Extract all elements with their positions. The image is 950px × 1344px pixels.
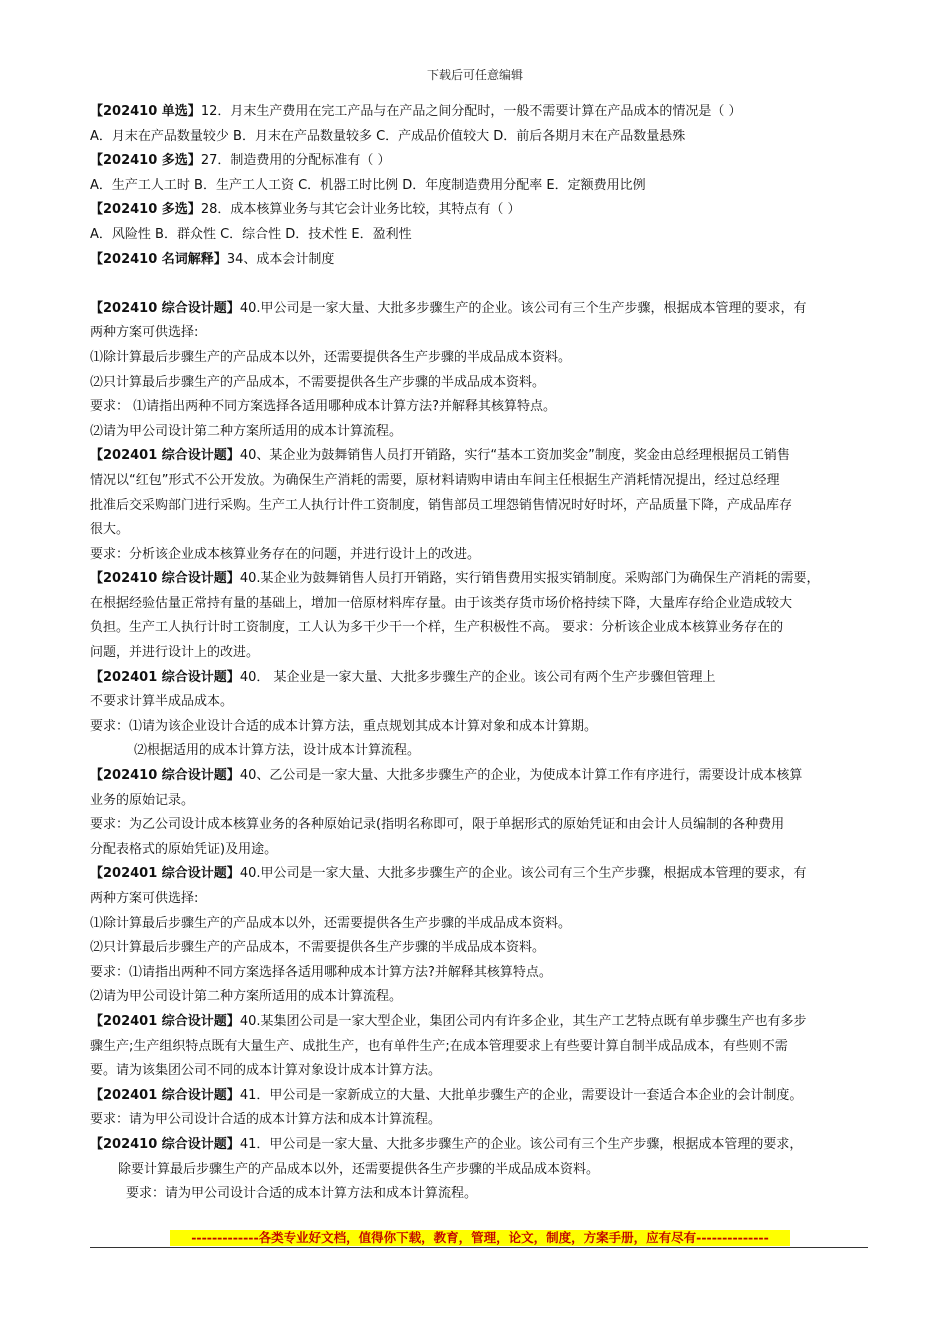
text-line [90,1010,875,1035]
text-line [90,395,875,420]
text-line [90,715,875,740]
line-text: 在根据经验估量正常持有量的基础上，增加一倍原材料库存量。由于该类存货市场价格持续下降，大量库存给企业造成较大 [90,595,793,611]
text-line [90,764,875,789]
line-text: 40.某集团公司是一家大型企业，集团公司内有许多企业，其生产工艺特点既有单步骤生产也有多步 [239,1013,807,1029]
text-line [90,420,875,445]
text-line [90,100,875,125]
text-line [90,198,875,223]
question-tag: 【202401 综合设计题】 [90,866,240,882]
question-tag: 【202401 综合设计题】 [90,448,240,464]
line-text: 12．月末生产费用在完工产品与在产品之间分配时，一般不需要计算在产品成本的情况是（ ） [200,104,742,119]
question-tag: 【202410 综合设计题】 [90,1136,240,1152]
text-line [90,936,875,961]
text-line [90,469,875,494]
line-text: ⑵请为甲公司设计第二种方案所适用的成本计算流程。 [90,989,403,1005]
text-line [90,125,875,150]
line-text: 要求：分析该企业成本核算业务存在的问题，并进行设计上的改进。 [90,546,481,562]
text-line [90,248,875,273]
line-text: 要求：请为甲公司设计合适的成本计算方法和成本计算流程。 [126,1186,478,1202]
line-text: 要求： ⑴请指出两种不同方案选择各适用哪种成本计算方法?并解释其核算特点。 [90,399,557,415]
line-text: 很大。 [90,522,130,538]
line-text: 批准后交采购部门进行采购。生产工人执行计件工资制度，销售部员工埋怨销售情况时好时坏，产品质量下降，产成品库存 [90,497,793,513]
line-text: 不要求计算半成品成本。 [90,694,234,710]
line-text: 40.某企业为鼓舞销售人员打开销路，实行销售费用实报实销制度。采购部门为确保生产消耗的需要， [239,571,820,587]
document-body [90,100,875,1207]
line-text: 情况以“红包”形式不公开发放。为确保生产消耗的需要，原材料请购申请由车间主任根据生产消耗情况提出，经过总经理 [90,472,780,488]
text-line [90,1059,875,1084]
question-tag: 【202410 名词解释】 [90,251,227,267]
text-line [90,739,875,764]
line-text: ⑵根据适用的成本计算方法，设计成本计算流程。 [134,743,421,759]
line-text: 分配表格式的原始凭证)及用途。 [90,841,278,857]
text-line [90,1182,875,1207]
text-line [90,1108,875,1133]
line-text: A．风险性 B．群众性 C．综合性 D．技术性 E．盈利性 [90,226,412,242]
text-line [90,690,875,715]
text-line [90,813,875,838]
line-text: ⑵请为甲公司设计第二种方案所适用的成本计算流程。 [90,423,403,439]
text-line [90,321,875,346]
text-line [90,887,875,912]
text-line [90,1035,875,1060]
text-line [90,1158,875,1183]
text-line [90,444,875,469]
text-line [90,912,875,937]
line-text: 40.甲公司是一家大量、大批多步骤生产的企业。该公司有三个生产步骤，根据成本管理的要求，有 [239,300,807,316]
line-text: 40.甲公司是一家大量、大批多步骤生产的企业。该公司有三个生产步骤，根据成本管理的要求，有 [239,866,807,882]
line-text: 除要计算最后步骤生产的产品成本以外，还需要提供各生产步骤的半成品成本资料。 [118,1161,600,1177]
footer-banner: -------------各类专业好文档，值得你下载，教育，管理，论文，制度，方案手册，应有尽有-------------- [170,1230,790,1246]
text-line [90,567,875,592]
line-text: 41．甲公司是一家新成立的大量、大批单步骤生产的企业，需要设计一套适合本企业的会计制度。 [239,1087,803,1103]
text-line [90,149,875,174]
text-line [90,985,875,1010]
text-line [90,543,875,568]
text-line [90,371,875,396]
text-line [90,174,875,199]
line-text: 负担。生产工人执行计时工资制度，工人认为多干少干一个样，生产积极性不高。 要求：分析该企业成本核算业务存在的 [90,620,784,636]
text-line [90,862,875,887]
text-line [90,641,875,666]
line-text: 问题，并进行设计上的改进。 [90,645,260,661]
question-tag: 【202410 单选】 [90,104,201,119]
line-text: 40、乙公司是一家大量、大批多步骤生产的企业，为使成本计算工作有序进行，需要设计成本核算 [239,768,803,784]
line-text: ⑴除计算最后步骤生产的产品成本以外，还需要提供各生产步骤的半成品成本资料。 [90,349,572,365]
question-tag: 【202401 综合设计题】 [90,1087,240,1103]
text-line [90,1133,875,1158]
question-tag: 【202410 综合设计题】 [90,768,240,784]
line-text: 业务的原始记录。 [90,792,195,808]
line-text: 要求：为乙公司设计成本核算业务的各种原始记录(指明名称即可，限于单据形式的原始凭证和由会计人员编制的各种费用 [90,817,785,833]
line-text: A．月末在产品数量较少 B．月末在产品数量较多 C．产成品价值较大 D．前后各期月末在产品数量悬殊 [90,128,686,144]
line-text: A．生产工人工时 B．生产工人工资 C．机器工时比例 D．年度制造费用分配率 E．定额费用比例 [90,177,646,193]
line-text: 34、成本会计制度 [226,251,335,267]
line-text: ⑵只计算最后步骤生产的产品成本，不需要提供各生产步骤的半成品成本资料。 [90,374,546,390]
text-line [90,838,875,863]
line-text: 40、某企业为鼓舞销售人员打开销路，实行“基本工资加奖金”制度，奖金由总经理根据员工销售 [239,448,790,464]
line-text: 两种方案可供选择: [90,325,199,341]
line-text: 骤生产;生产组织特点既有大量生产、成批生产，也有单件生产;在成本管理要求上有些要计算自制半成品成本，有些则不需 [90,1038,788,1054]
line-text: 28．成本核算业务与其它会计业务比较，其特点有（ ） [200,202,521,218]
question-tag: 【202410 综合设计题】 [90,571,240,587]
text-line [90,518,875,543]
question-tag: 【202401 综合设计题】 [90,669,240,685]
line-text: 41．甲公司是一家大量、大批多步骤生产的企业。该公司有三个生产步骤，根据成本管理的要求， [239,1136,803,1152]
text-line [90,223,875,248]
question-tag: 【202401 综合设计题】 [90,1013,240,1029]
text-line [90,297,875,322]
line-text: 两种方案可供选择: [90,891,199,906]
text-line [90,961,875,986]
text-line [90,666,875,691]
question-tag: 【202410 多选】 [90,202,201,218]
line-text: ⑴除计算最后步骤生产的产品成本以外，还需要提供各生产步骤的半成品成本资料。 [90,915,572,931]
line-text: 40． 某企业是一家大量、大批多步骤生产的企业。该公司有两个生产步骤但管理上 [239,669,716,685]
line-text: ⑵只计算最后步骤生产的产品成本，不需要提供各生产步骤的半成品成本资料。 [90,940,546,956]
text-line [90,494,875,519]
text-line [90,1084,875,1109]
text-line [90,789,875,814]
page-header: 下载后可任意编辑 [426,68,523,82]
question-tag: 【202410 综合设计题】 [90,300,240,316]
footer-rule [90,1247,868,1248]
line-text: 要求：⑴请为该企业设计合适的成本计算方法，重点规划其成本计算对象和成本计算期。 [90,718,598,734]
line-text: 要。请为该集团公司不同的成本计算对象设计成本计算方法。 [90,1063,442,1079]
text-line [90,272,875,297]
text-line [90,592,875,617]
line-text: 要求：请为甲公司设计合适的成本计算方法和成本计算流程。 [90,1112,442,1128]
question-tag: 【202410 多选】 [90,153,201,169]
text-line [90,616,875,641]
line-text: 要求：⑴请指出两种不同方案选择各适用哪种成本计算方法?并解释其核算特点。 [90,964,552,980]
text-line [90,346,875,371]
line-text: 27．制造费用的分配标准有（ ） [200,153,391,169]
